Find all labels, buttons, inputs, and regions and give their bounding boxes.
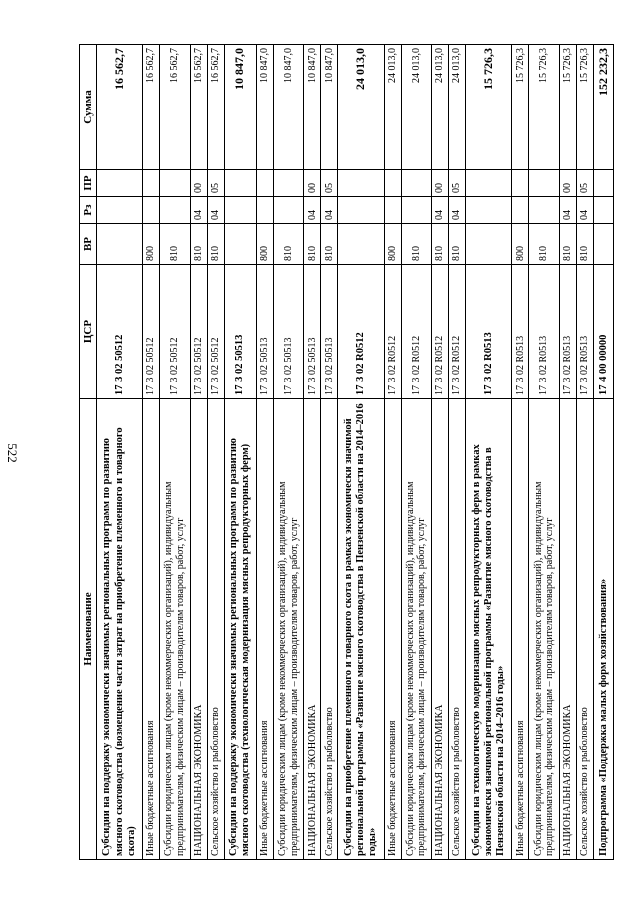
- cell-sum: 16 562,7: [160, 45, 191, 170]
- cell-csr: 17 3 02 50513: [256, 265, 273, 399]
- page-number-text: 522: [5, 442, 20, 463]
- header-sum: Сумма: [80, 45, 97, 170]
- cell-sum: 10 847,0: [224, 45, 256, 170]
- cell-rz: [512, 197, 529, 224]
- cell-pr: [466, 170, 512, 197]
- rotated-page: [24, 0, 640, 905]
- cell-name: Субсидии юридическим лицам (кроме некоммерческих организаций), индивидуальным предпринимателям, физическим лицам – производителям товаров, работ, услуг: [273, 399, 304, 860]
- cell-sum: 24 013,0: [384, 45, 401, 170]
- cell-name: Сельское хозяйство и рыболовство: [207, 399, 224, 860]
- cell-pr: [512, 170, 529, 197]
- cell-pr: [256, 170, 273, 197]
- cell-name: Иные бюджетные ассигнования: [384, 399, 401, 860]
- cell-pr: [143, 170, 160, 197]
- cell-rz: [466, 197, 512, 224]
- cell-pr: [160, 170, 191, 197]
- table-row: [97, 45, 143, 860]
- cell-sum: 24 013,0: [338, 45, 384, 170]
- cell-name: Субсидии юридическим лицам (кроме некоммерческих организаций), индивидуальным предпринимателям, физическим лицам – производителям товаров, работ, услуг: [529, 399, 560, 860]
- header-name: Наименование: [80, 399, 97, 860]
- cell-rz: 04: [190, 197, 207, 224]
- table-row: [594, 45, 614, 860]
- cell-sum: 15 726,3: [466, 45, 512, 170]
- cell-vr: [466, 224, 512, 265]
- table-row: [143, 45, 160, 860]
- cell-pr: 05: [577, 170, 594, 197]
- table-row: [559, 45, 576, 860]
- cell-csr: 17 3 02 50512: [97, 265, 143, 399]
- cell-csr: 17 3 02 50513: [224, 265, 256, 399]
- cell-rz: [529, 197, 560, 224]
- cell-name: Субсидии на поддержку экономически значимых региональных программ по развитию мясного скотоводства (технологическая модернизация мясных репродукторных ферм): [224, 399, 256, 860]
- cell-name: Субсидии на технологическую модернизацию мясных репродукторных ферм в рамках экономически значимой региональной программы «Развитие мясного скотоводства в Пензенской области на 2014–2016 годы»: [466, 399, 512, 860]
- table-row: [577, 45, 594, 860]
- cell-sum: 15 726,3: [577, 45, 594, 170]
- cell-pr: [401, 170, 432, 197]
- cell-sum: 16 562,7: [207, 45, 224, 170]
- cell-csr: 17 3 02 R0513: [466, 265, 512, 399]
- cell-pr: 00: [432, 170, 449, 197]
- cell-pr: [384, 170, 401, 197]
- cell-csr: 17 3 02 50512: [160, 265, 191, 399]
- table-row: [207, 45, 224, 860]
- cell-pr: 00: [304, 170, 321, 197]
- cell-csr: 17 3 02 R0513: [559, 265, 576, 399]
- cell-vr: 800: [143, 224, 160, 265]
- cell-pr: [529, 170, 560, 197]
- cell-sum: 24 013,0: [401, 45, 432, 170]
- table-row: [432, 45, 449, 860]
- cell-sum: 15 726,3: [512, 45, 529, 170]
- table-row: [224, 45, 256, 860]
- cell-sum: 24 013,0: [449, 45, 466, 170]
- cell-vr: [224, 224, 256, 265]
- cell-name: НАЦИОНАЛЬНАЯ ЭКОНОМИКА: [190, 399, 207, 860]
- cell-pr: [338, 170, 384, 197]
- cell-pr: 05: [449, 170, 466, 197]
- table-body: [97, 45, 614, 860]
- cell-rz: 04: [559, 197, 576, 224]
- cell-pr: 00: [559, 170, 576, 197]
- cell-rz: [273, 197, 304, 224]
- cell-vr: 810: [449, 224, 466, 265]
- table-row: [190, 45, 207, 860]
- cell-rz: [224, 197, 256, 224]
- cell-pr: [224, 170, 256, 197]
- cell-vr: 810: [190, 224, 207, 265]
- cell-name: Субсидии юридическим лицам (кроме некоммерческих организаций), индивидуальным предпринимателям, физическим лицам – производителям товаров, работ, услуг: [401, 399, 432, 860]
- cell-vr: [338, 224, 384, 265]
- table-row: [449, 45, 466, 860]
- cell-csr: 17 3 02 R0512: [432, 265, 449, 399]
- cell-rz: [384, 197, 401, 224]
- cell-rz: 04: [321, 197, 338, 224]
- cell-rz: [143, 197, 160, 224]
- cell-sum: 16 562,7: [97, 45, 143, 170]
- cell-csr: 17 4 00 00000: [594, 265, 614, 399]
- cell-name: Иные бюджетные ассигнования: [512, 399, 529, 860]
- cell-csr: 17 3 02 50513: [273, 265, 304, 399]
- cell-name: Сельское хозяйство и рыболовство: [321, 399, 338, 860]
- table-container: [79, 45, 614, 860]
- cell-vr: 800: [384, 224, 401, 265]
- cell-rz: [256, 197, 273, 224]
- cell-csr: 17 3 02 50512: [207, 265, 224, 399]
- cell-rz: [160, 197, 191, 224]
- cell-vr: 810: [207, 224, 224, 265]
- cell-vr: 810: [401, 224, 432, 265]
- cell-csr: 17 3 02 R0512: [338, 265, 384, 399]
- table-row: [321, 45, 338, 860]
- cell-vr: 810: [559, 224, 576, 265]
- cell-vr: 810: [529, 224, 560, 265]
- header-vr: ВР: [80, 224, 97, 265]
- cell-sum: 24 013,0: [432, 45, 449, 170]
- cell-name: Субсидии на приобретение племенного и товарного скота в рамках экономически значимой региональной программы «Развитие мясного скотоводства в Пензенской области на 2014–2016 годы»: [338, 399, 384, 860]
- cell-sum: 16 562,7: [190, 45, 207, 170]
- cell-vr: 810: [577, 224, 594, 265]
- table-row: [273, 45, 304, 860]
- cell-csr: 17 3 02 R0513: [577, 265, 594, 399]
- cell-name: Сельское хозяйство и рыболовство: [449, 399, 466, 860]
- cell-name: Иные бюджетные ассигнования: [143, 399, 160, 860]
- cell-csr: 17 3 02 R0513: [512, 265, 529, 399]
- cell-csr: 17 3 02 R0512: [384, 265, 401, 399]
- cell-csr: 17 3 02 R0512: [401, 265, 432, 399]
- cell-vr: 810: [321, 224, 338, 265]
- cell-sum: 16 562,7: [143, 45, 160, 170]
- cell-pr: [97, 170, 143, 197]
- cell-sum: 15 726,3: [529, 45, 560, 170]
- cell-rz: 04: [449, 197, 466, 224]
- table-row: [512, 45, 529, 860]
- cell-vr: 810: [160, 224, 191, 265]
- cell-vr: 810: [273, 224, 304, 265]
- cell-csr: 17 3 02 50512: [143, 265, 160, 399]
- cell-name: Сельское хозяйство и рыболовство: [577, 399, 594, 860]
- page-number: [0, 0, 24, 905]
- table-row: [529, 45, 560, 860]
- cell-csr: 17 3 02 50512: [190, 265, 207, 399]
- cell-rz: 04: [432, 197, 449, 224]
- cell-pr: [273, 170, 304, 197]
- cell-csr: 17 3 02 R0512: [449, 265, 466, 399]
- table-row: [466, 45, 512, 860]
- table-row: [304, 45, 321, 860]
- cell-rz: 04: [577, 197, 594, 224]
- header-csr: ЦСР: [80, 265, 97, 399]
- cell-pr: [594, 170, 614, 197]
- table-row: [401, 45, 432, 860]
- table-row: [160, 45, 191, 860]
- cell-sum: 15 726,3: [559, 45, 576, 170]
- cell-rz: 04: [304, 197, 321, 224]
- cell-rz: [338, 197, 384, 224]
- cell-rz: [97, 197, 143, 224]
- cell-name: НАЦИОНАЛЬНАЯ ЭКОНОМИКА: [432, 399, 449, 860]
- cell-vr: 810: [432, 224, 449, 265]
- table-row: [384, 45, 401, 860]
- table-row: [256, 45, 273, 860]
- cell-pr: 05: [207, 170, 224, 197]
- cell-sum: 10 847,0: [273, 45, 304, 170]
- header-rz: Рз: [80, 197, 97, 224]
- cell-vr: 800: [256, 224, 273, 265]
- cell-rz: [594, 197, 614, 224]
- cell-sum: 152 232,3: [594, 45, 614, 170]
- cell-vr: [594, 224, 614, 265]
- budget-table: [79, 44, 614, 860]
- cell-vr: 810: [304, 224, 321, 265]
- cell-csr: 17 3 02 50513: [321, 265, 338, 399]
- cell-sum: 10 847,0: [304, 45, 321, 170]
- cell-rz: [401, 197, 432, 224]
- cell-vr: 800: [512, 224, 529, 265]
- cell-csr: 17 3 02 50513: [304, 265, 321, 399]
- cell-sum: 10 847,0: [256, 45, 273, 170]
- cell-pr: 05: [321, 170, 338, 197]
- cell-name: Подпрограмма «Поддержка малых форм хозяйствования»: [594, 399, 614, 860]
- cell-vr: [97, 224, 143, 265]
- cell-name: НАЦИОНАЛЬНАЯ ЭКОНОМИКА: [559, 399, 576, 860]
- cell-pr: 00: [190, 170, 207, 197]
- cell-csr: 17 3 02 R0513: [529, 265, 560, 399]
- header-pr: ПР: [80, 170, 97, 197]
- cell-name: НАЦИОНАЛЬНАЯ ЭКОНОМИКА: [304, 399, 321, 860]
- cell-rz: 04: [207, 197, 224, 224]
- cell-sum: 10 847,0: [321, 45, 338, 170]
- cell-name: Субсидии на поддержку экономически значимых региональных программ по развитию мясного скотоводства (возмещение части затрат на приобретение племенного и товарного скота): [97, 399, 143, 860]
- table-header-row: [80, 45, 97, 860]
- cell-name: Субсидии юридическим лицам (кроме некоммерческих организаций), индивидуальным предпринимателям, физическим лицам – производителям товаров, работ, услуг: [160, 399, 191, 860]
- table-row: [338, 45, 384, 860]
- cell-name: Иные бюджетные ассигнования: [256, 399, 273, 860]
